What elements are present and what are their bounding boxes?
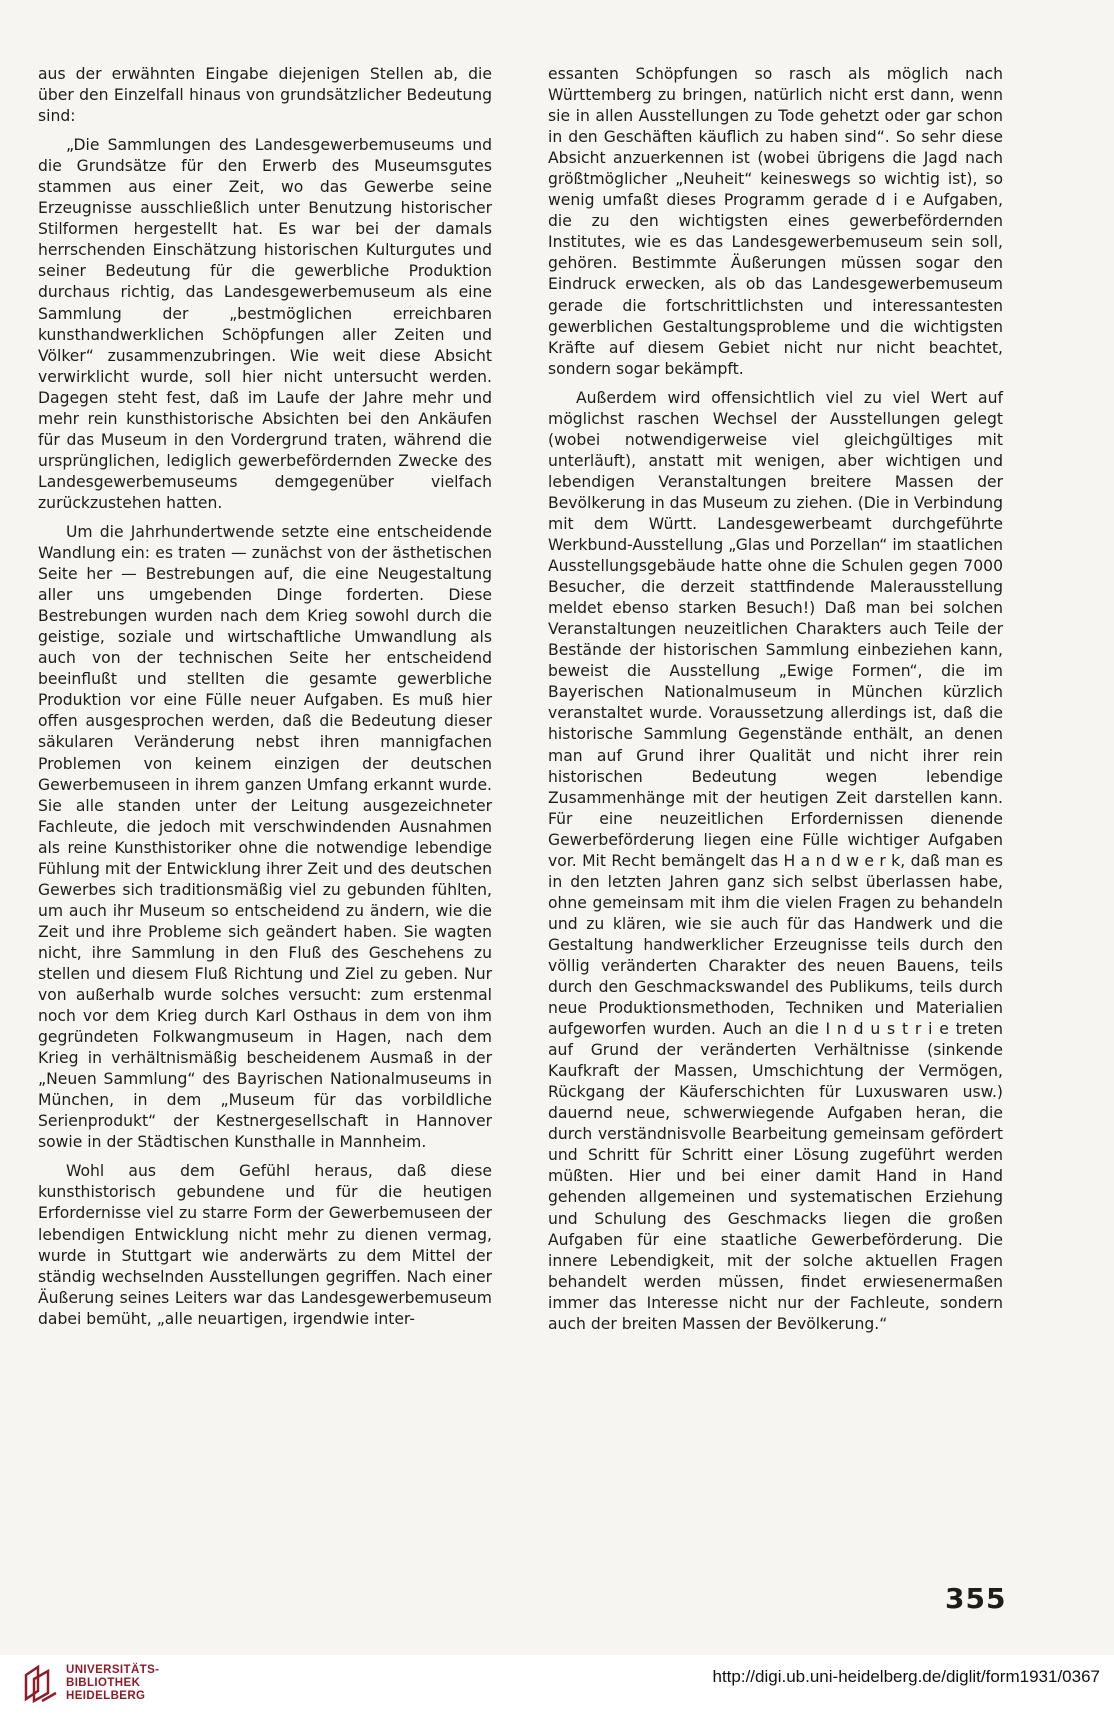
- right-column: [548, 64, 1003, 1335]
- library-name: [66, 1664, 159, 1703]
- permalink-url[interactable]: http://digi.ub.uni-heidelberg.de/diglit/form1931/0367: [712, 1667, 1100, 1686]
- right-paragraph-1: essanten Schöpfungen so rasch als möglich nach Württemberg zu bringen, natürlich nicht erst dann, wenn sie in allen Ausstellungen zu Tode gehetzt oder gar schon in den Geschäften käuflich zu haben sind“. So sehr diese Absicht anzuerkennen ist (wobei übrigens die Jagd nach größtmöglicher „Neuheit“ keineswegs so wichtig ist), so wenig umfaßt dieses Programm gerade d i e Aufgaben, die zu den wichtigsten eines gewerbefördernden Institutes, wie es das Landesgewerbemuseum sein soll, gehören. Bestimmte Äußerungen müssen sogar den Eindruck erwecken, als ob das Landesgewerbemuseum gerade die fortschrittlichsten und interessantesten gewerblichen Gestaltungsprobleme und die wichtigsten Kräfte auf diesem Gebiet nicht nur nicht beachtet, sondern sogar bekämpft.: [548, 65, 1003, 378]
- library-line-3: HEIDELBERG: [66, 1690, 146, 1702]
- library-line-2: BIBLIOTHEK: [66, 1677, 141, 1689]
- university-library-logo-icon: [22, 1663, 60, 1703]
- right-paragraph-2: Außerdem wird offensichtlich viel zu viel Wert auf möglichst raschen Wechsel der Ausstellungen gelegt (wobei notwendigerweise viel gleichgültiges mit unterläuft), anstatt mit wenigen, aber wichtigen und lebendigen Veranstaltungen breitere Massen der Bevölkerung in das Museum zu ziehen. (Die in Verbindung mit dem Württ. Landesgewerbeamt durchgeführte Werkbund-Ausstellung „Glas und Porzellan“ im staatlichen Ausstellungsgebäude hatte ohne die Schulen gegen 7000 Besucher, die derzeit stattfindende Malerausstellung meldet ebenso starken Besuch!) Daß man bei solchen Veranstaltungen neuzeitlichen Charakters auch Teile der Bestände der historischen Sammlung einbeziehen kann, beweist die Ausstellung „Ewige Formen“, die im Bayerischen Nationalmuseum in München kürzlich veranstaltet wurde. Voraussetzung allerdings ist, daß die historische Sammlung Gegenstände enthält, an denen man auf Grund ihrer Qualität und nicht ihrer rein historischen Bedeutung wegen lebendige Zusammenhänge mit der heutigen Zeit darstellen kann. Für eine neuzeitlichen Erfordernissen dienende Gewerbeförderung liegen eine Fülle wichtiger Aufgaben vor. Mit Recht bemängelt das H a n d w e r k, daß man es in den letzten Jahren ganz sich selbst überlassen habe, ohne gemeinsam mit ihm die vielen Fragen zu behandeln und zu klären, wie sie auch für das Handwerk und die Gestaltung handwerklicher Erzeugnisse teils durch den völlig veränderten Charakter des neuen Bauens, teils durch den Geschmackswandel des Publikums, teils durch neue Produktionsmethoden, Techniken und Materialien aufgeworfen wurden. Auch an die I n d u s t r i e treten auf Grund der veränderten Verhältnisse (sinkende Kaufkraft der Massen, Umschichtung der Vermögen, Rückgang der Käuferschichten für Luxuswaren usw.) dauernd neue, schwerwiegende Aufgaben heran, die durch verständnisvolle Bearbeitung gemeinsam gefördert und Schritt für Schritt einer Lösung zugeführt werden müßten. Hier und bei einer damit Hand in Hand gehenden allgemeinen und systematischen Erziehung und Schulung des Geschmacks liegen die großen Aufgaben für eine staatliche Gewerbeförderung. Die innere Lebendigkeit, mit der solche aktuellen Fragen behandelt werden müssen, findet erwiesenermaßen immer das Interesse nicht nur der Fachleute, sondern auch der breiten Massen der Bevölkerung.“: [548, 388, 1003, 1333]
- page-number: 355: [945, 1582, 1007, 1615]
- left-column: [38, 64, 492, 1330]
- left-paragraph-1: aus der erwähnten Eingabe diejenigen Stellen ab, die über den Einzelfall hinaus von grundsätzlicher Bedeutung sind:: [38, 65, 492, 126]
- left-paragraph-3: Um die Jahrhundertwende setzte eine entscheidende Wandlung ein: es traten — zunächst von der ästhetischen Seite her — Bestrebungen auf, die eine Neugestaltung aller uns umgebenden Dinge forderten. Diese Bestrebungen wurden nach dem Krieg sowohl durch die geistige, soziale und wirtschaftliche Umwandlung als auch von der technischen Seite her entscheidend beeinflußt und stellten die gesamte gewerbliche Produktion vor eine Fülle neuer Aufgaben. Es muß hier offen ausgesprochen werden, daß die Bedeutung dieser säkularen Veränderung nebst ihren mannigfachen Problemen von keinem einzigen der deutschen Gewerbemuseen in ihrem ganzen Umfang erkannt wurde. Sie alle standen unter der Leitung ausgezeichneter Fachleute, die jedoch mit verschwindenden Ausnahmen als reine Kunsthistoriker ohne die notwendige lebendige Fühlung mit der Entwicklung ihrer Zeit und des deutschen Gewerbes sich traditionsmäßig viel zu gebunden fühlten, um auch ihr Museum so entscheidend zu ändern, wie die Zeit und ihre Probleme sich geändert haben. Sie wagten nicht, ihre Sammlung in den Fluß des Geschehens zu stellen und diesem Fluß Richtung und Ziel zu geben. Nur von außerhalb wurde solches versucht: zum erstenmal noch vor dem Krieg durch Karl Osthaus in dem von ihm gegründeten Folkwangmuseum in Hagen, nach dem Krieg in verhältnismäßig bescheidenem Ausmaß in der „Neuen Sammlung“ des Bayrischen Nationalmuseums in München, in dem „Museum für das vorbildliche Serienprodukt“ der Kestnergesellschaft in Hannover sowie in der Städtischen Kunsthalle in Mannheim.: [38, 522, 492, 1152]
- left-paragraph-4: Wohl aus dem Gefühl heraus, daß diese kunsthistorisch gebundene und für die heutigen Erfordernisse viel zu starre Form der Gewerbemuseen der lebendigen Entwicklung nicht mehr zu dienen vermag, wurde in Stuttgart wie anderwärts zu dem Mittel der ständig wechselnden Ausstellungen gegriffen. Nach einer Äußerung seines Leiters war das Landesgewerbemuseum dabei bemüht, „alle neuartigen, irgendwie inter-: [38, 1162, 492, 1328]
- left-paragraph-2: „Die Sammlungen des Landesgewerbemuseums und die Grundsätze für den Erwerb des Museumsgutes stammen aus einer Zeit, wo das Gewerbe seine Erzeugnisse ausschließlich unter Benutzung historischer Stilformen hergestellt hat. Es war bei der damals herrschenden Einschätzung historischen Kulturgutes und seiner Bedeutung für die gewerbliche Produktion durchaus richtig, das Landesgewerbemuseum als eine Sammlung der „bestmöglichen erreichbaren kunsthandwerklichen Schöpfungen aller Zeiten und Völker“ zusammenzubringen. Wie weit diese Absicht verwirklicht wurde, soll hier nicht untersucht werden. Dagegen steht fest, daß im Laufe der Jahre mehr und mehr rein kunsthistorische Absichten bei den Ankäufen für das Museum in den Vordergrund traten, während die ursprünglichen, lediglich gewerbefördernden Zwecke des Landesgewerbemuseums demgegenüber vielfach zurückzustehen hatten.: [38, 136, 492, 512]
- library-line-1: UNIVERSITÄTS-: [66, 1664, 160, 1676]
